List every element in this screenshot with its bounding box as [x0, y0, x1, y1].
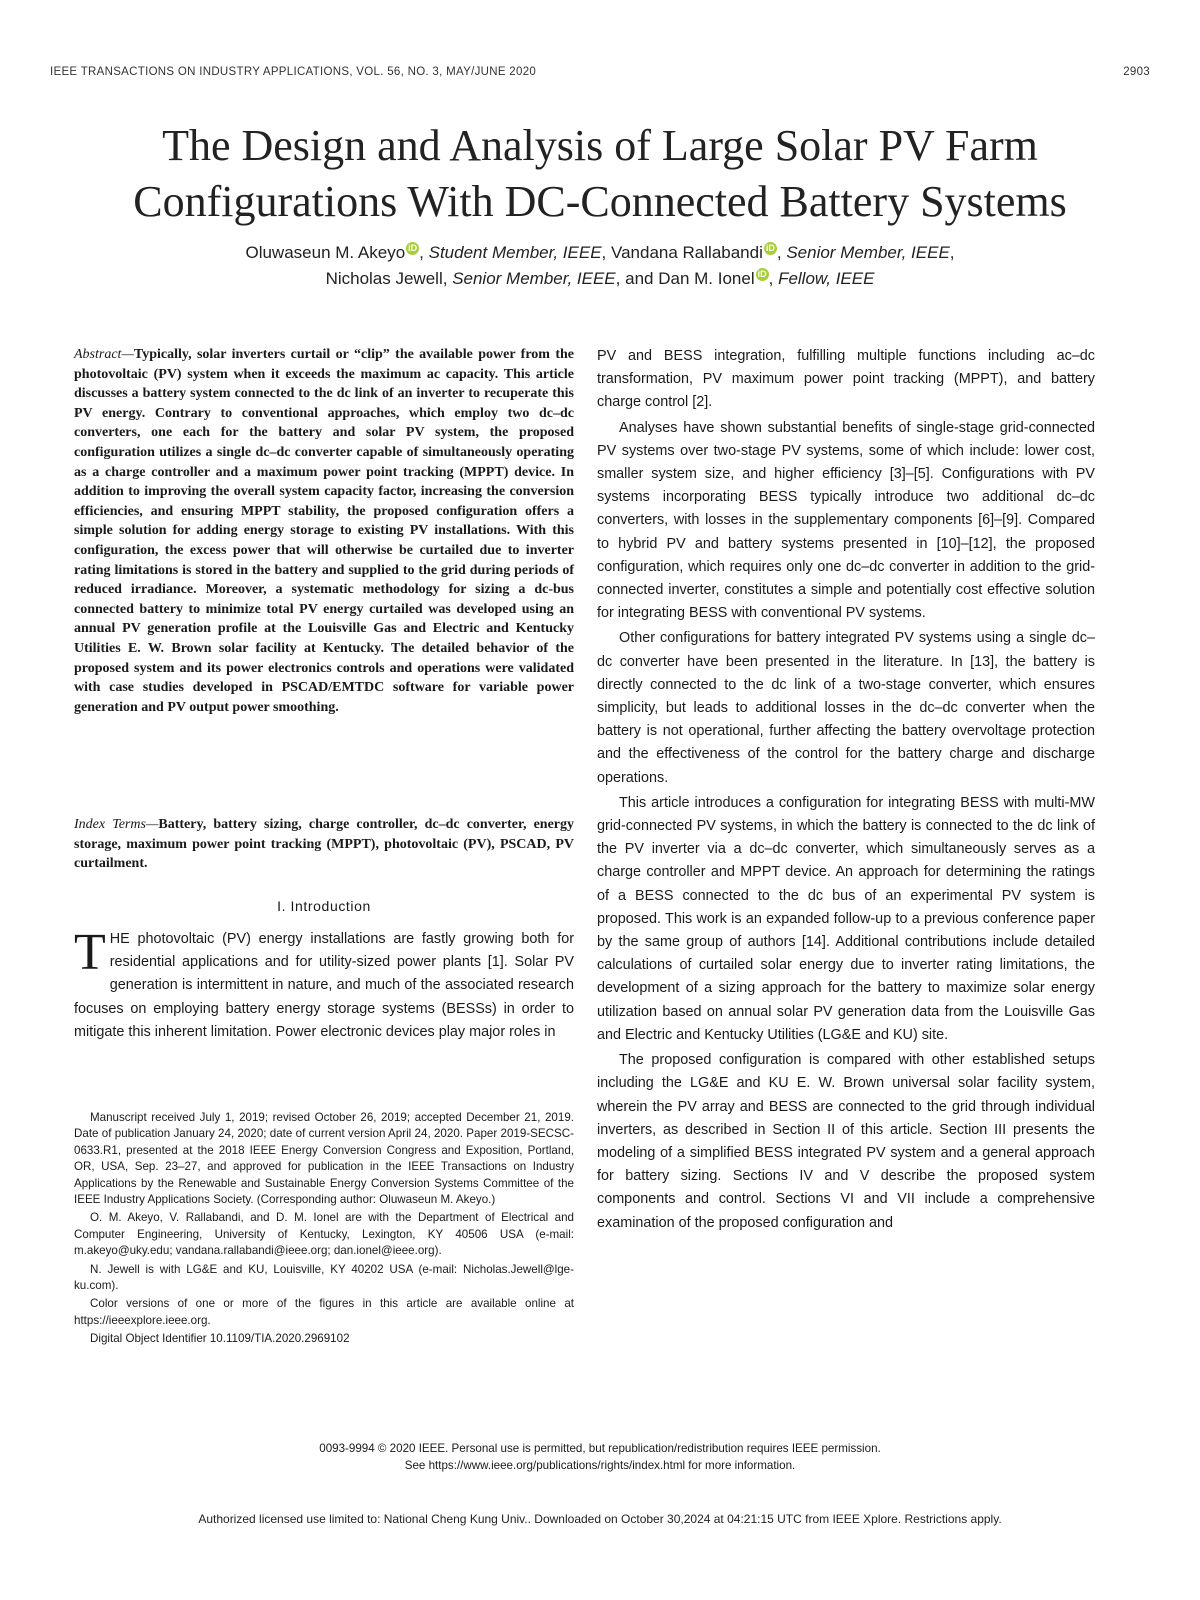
section-heading: I. Introduction: [277, 898, 371, 914]
copyright-link[interactable]: See https://www.ieee.org/publications/rights/index.html for more information.: [404, 1459, 796, 1472]
body-paragraph: PV and BESS integration, fulfilling multiple functions including ac–dc transformation, PV maximum power point tracking (MPPT), and battery charge control [2].: [597, 348, 1095, 411]
abstract-lead: Abstract—: [74, 347, 134, 362]
intro-text: HE photovoltaic (PV) energy installations are fastly growing both for residential applications and for utility-sized power plants [1]. Solar PV generation is intermittent in nature, and much of the associated research focuses on employing battery energy storage systems (BESSs) in order to mitigate this inherent limitation. Power electronic devices play major roles in: [74, 931, 574, 1040]
index-terms-lead: Index Terms—: [74, 817, 159, 832]
orcid-icon[interactable]: iD: [765, 243, 775, 254]
paper-title: The Design and Analysis of Large Solar PV Farm Configurations With DC-Connected Battery Systems: [133, 121, 1067, 226]
author-name: Oluwaseun M. Akeyo: [245, 243, 406, 262]
footnote-affiliation: O. M. Akeyo, V. Rallabandi, and D. M. Ionel are with the Department of Electrical and Computer Engineering, University of Kentucky, Lexington, KY 40506 USA (e-mail: m.akeyo@uky.edu; vandana.rallabandi@ieee.org; dan.ionel@ieee.org).: [74, 1211, 574, 1258]
right-column: [597, 345, 1095, 1237]
journal-header: IEEE TRANSACTIONS ON INDUSTRY APPLICATIONS, VOL. 56, NO. 3, MAY/JUNE 2020: [50, 66, 537, 78]
orcid-icon[interactable]: iD: [757, 269, 767, 280]
orcid-icon[interactable]: iD: [408, 243, 418, 254]
footnote-affiliation: N. Jewell is with LG&E and KU, Louisville, KY 40202 USA (e-mail: Nicholas.Jewell@lge-ku.com).: [74, 1262, 574, 1293]
author-role: Fellow, IEEE: [778, 269, 875, 288]
author-name: Vandana Rallabandi: [611, 243, 763, 262]
footnote-color: Color versions of one or more of the figures in this article are available online at https://ieeexplore.ieee.org.: [74, 1297, 574, 1327]
running-header: [50, 66, 1150, 78]
copyright-line: 0093-9994 © 2020 IEEE. Personal use is permitted, but republication/redistribution requires IEEE permission.: [319, 1442, 881, 1455]
introduction-paragraph: [74, 924, 574, 1044]
author-name: Dan M. Ionel: [658, 269, 755, 288]
copyright-notice: [80, 1440, 1120, 1474]
index-terms: [74, 815, 574, 874]
footnote-manuscript: Manuscript received July 1, 2019; revised October 26, 2019; accepted December 21, 2019. Date of publication January 24, 2020; date of current version April 24, 2020. Paper 2019-SECSC-0633.R1, presented at the 2018 IEEE Energy Conversion Congress and Exposition, Portland, OR, USA, Sep. 23–27, and approved for publication in the IEEE Transactions on Industry Applications by the Renewable and Sustainable Energy Conversion Systems Committee of the IEEE Industry Applications Society. (Corresponding author: Oluwaseun M. Akeyo.): [74, 1111, 574, 1207]
conjunction: and: [625, 269, 654, 288]
footnotes: [74, 1110, 574, 1350]
body-paragraph: Other configurations for battery integrated PV systems using a single dc–dc converter have been presented in the literature. In [13], the battery is directly connected to the dc link of a two-stage converter, which ensures simplicity, but leads to additional losses in the dc–dc converter when the battery is not operational, further affecting the battery overvoltage protection and the effectiveness of the control for the battery charge and discharge operations.: [597, 630, 1095, 786]
index-terms-text: Battery, battery sizing, charge controller, dc–dc converter, energy storage, maximum power point tracking (MPPT), photovoltaic (PV), PSCAD, PV curtailment.: [74, 817, 574, 872]
footnote-doi: Digital Object Identifier 10.1109/TIA.2020.2969102: [90, 1332, 350, 1346]
authorized-use-notice: Authorized licensed use limited to: National Cheng Kung Univ.. Downloaded on October 30,2024 at 04:21:15 UTC from IEEE Xplore. Restrictions apply.: [198, 1512, 1002, 1526]
author-name: Nicholas Jewell: [325, 269, 443, 288]
author-role: Senior Member, IEEE: [786, 243, 950, 262]
author-list: Oluwaseun M. Akeyo iD , Student Member, IEEE, Vandana Rallabandi iD , Senior Member, IEEE, Nicholas Jewell, Senior Member, IEEE, and Dan M. Ionel iD , Fellow, IEEE: [245, 243, 955, 288]
abstract: [74, 345, 574, 717]
body-paragraph: This article introduces a configuration for integrating BESS with multi-MW grid-connected PV systems, in which the battery is connected to the dc link of the PV inverter via a dc–dc converter, which simultaneously serves as a charge controller and MPPT device. An approach for determining the ratings of a BESS connected to the dc bus of an experimental PV system is proposed. This work is an expanded follow-up to a previous conference paper by the same group of authors [14]. Additional contributions include detailed calculations of curtailed solar energy due to inverter rating limitations, the development of a sizing approach for the battery to maximize solar energy utilization based on annual solar PV generation data from the Louisville Gas and Electric and Kentucky Utilities (LG&E and KU) site.: [597, 794, 1095, 1043]
author-role: Senior Member, IEEE: [452, 269, 616, 288]
author-role: Student Member, IEEE: [428, 243, 602, 262]
body-paragraph: The proposed configuration is compared with other established setups including the LG&E and KU E. W. Brown universal solar facility system, wherein the PV array and BESS are connected to the grid through individual inverters, as described in Section II of this article. Section III presents the modeling of a simplified BESS integrated PV system and a general approach for battery sizing. Sections IV and V describe the proposed system components and control. Sections VI and VII include a comprehensive examination of the proposed configuration and: [597, 1052, 1095, 1231]
page-number: 2903: [1123, 66, 1150, 78]
abstract-text: Typically, solar inverters curtail or “clip” the available power from the photovoltaic (PV) system when it exceeds the maximum ac capacity. This article discusses a battery system connected to the dc link of an inverter to recuperate this PV energy. Contrary to conventional approaches, which employ two dc–dc converters, one each for the battery and solar PV system, the proposed configuration utilizes a single dc–dc converter capable of simultaneously operating as a charge controller and a maximum power point tracking (MPPT) device. In addition to improving the overall system capacity factor, increasing the conversion efficiencies, and ensuring MPPT stability, the proposed configuration offers a simple solution for adding energy storage to existing PV installations. With this configuration, the excess power that will otherwise be curtailed due to inverter rating limitations is stored in the battery and supplied to the grid during periods of reduced irradiance. Moreover, a systematic methodology for sizing a dc-bus connected battery to minimize total PV energy curtailed was developed using an annual PV generation profile at the Louisville Gas and Electric and Kentucky Utilities E. W. Brown solar facility at Kentucky. The detailed behavior of the proposed system and its power electronics controls and operations were validated with case studies developed in PSCAD/EMTDC software for variable power generation and PV output power smoothing.: [74, 347, 574, 715]
drop-cap: T: [74, 924, 106, 981]
body-paragraph: Analyses have shown substantial benefits of single-stage grid-connected PV systems over two-stage PV systems, some of which include: lower cost, smaller system size, and higher efficiency [3]–[5]. Configurations with PV systems incorporating BESS typically introduce two additional dc–dc converters, with losses in the supplementary components [6]–[9]. Compared to hybrid PV and battery systems presented in [10]–[12], the proposed configuration, which requires only one dc–dc converter in addition to the grid-connected inverter, constitutes a simple and potentially cost effective solution for integrating BESS with conventional PV systems.: [597, 419, 1095, 622]
